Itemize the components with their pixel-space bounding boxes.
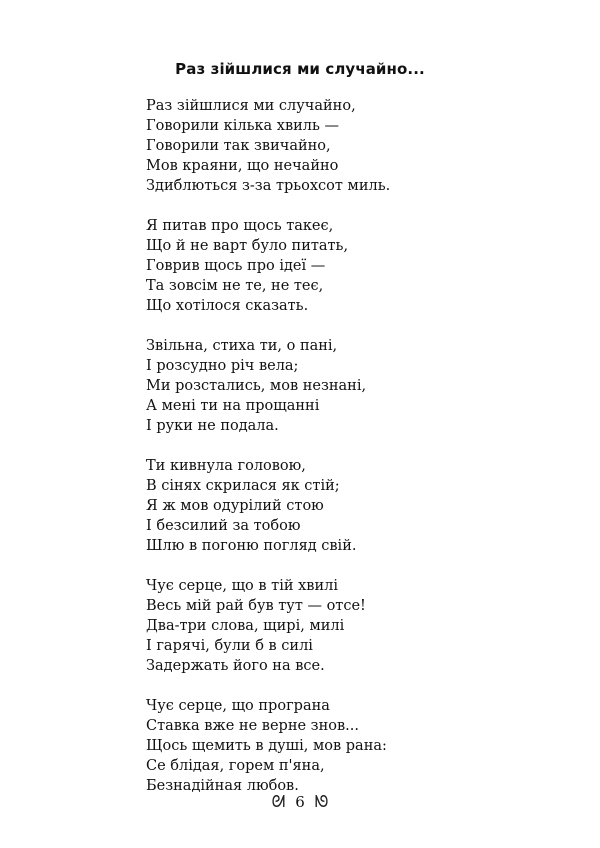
- poem-line: І розсудно річ вела;: [146, 358, 299, 374]
- poem-line: Чує серце, що програна: [146, 698, 330, 714]
- stanza-4: [146, 456, 506, 556]
- ornament-left-icon: ᘛ: [271, 792, 286, 811]
- poem-line: Здиблються з-за трьохсот миль.: [146, 178, 391, 194]
- poem-line: Та зовсім не те, не теє,: [146, 278, 324, 294]
- poem-line: Ми розстались, мов незнані,: [146, 378, 367, 394]
- poem-body: [146, 96, 506, 816]
- poem-line: І безсилий за тобою: [146, 518, 301, 534]
- poem-line: Що хотілося сказать.: [146, 298, 309, 314]
- poem-line: Ти кивнула головою,: [146, 458, 306, 474]
- poem-line: Два-три слова, щирі, милі: [146, 618, 345, 634]
- poem-line: Ставка вже не верне знов...: [146, 718, 359, 734]
- poem-line: Мов краяни, що нечайно: [146, 158, 339, 174]
- poem-line: І руки не подала.: [146, 418, 279, 434]
- poem-line: Говрив щось про ідеї —: [146, 258, 326, 274]
- ornament-right-icon: ᘚ: [314, 792, 329, 811]
- stanza-5: [146, 576, 506, 676]
- poem-line: Се блідая, горем п'яна,: [146, 758, 325, 774]
- stanza-2: [146, 216, 506, 316]
- page-footer: [0, 792, 600, 812]
- poem-line: Безнадійная любов.: [146, 778, 299, 794]
- poem-line: Я ж мов одурілий стою: [146, 498, 324, 514]
- stanza-6: [146, 696, 506, 796]
- poem-line: Весь мій рай був тут — отсе!: [146, 598, 366, 614]
- poem-line: Звільна, стиха ти, о пані,: [146, 338, 338, 354]
- poem-line: Говорили так звичайно,: [146, 138, 331, 154]
- poem-line: Задержать його на все.: [146, 658, 325, 674]
- page-number: 6: [295, 793, 305, 811]
- poem-line: В сінях скрилася як стій;: [146, 478, 340, 494]
- stanza-3: [146, 336, 506, 436]
- poem-title: Раз зійшлися ми случайно...: [175, 60, 425, 78]
- poem-line: Щось щемить в душі, мов рана:: [146, 738, 387, 754]
- poem-line: А мені ти на прощанні: [146, 398, 320, 414]
- poem-line: Я питав про щось такеє,: [146, 218, 334, 234]
- poem-line: Раз зійшлися ми случайно,: [146, 98, 356, 114]
- poem-line: Чує серце, що в тій хвилі: [146, 578, 338, 594]
- stanza-1: [146, 96, 506, 196]
- poem-line: І гарячі, були б в силі: [146, 638, 313, 654]
- poem-line: Шлю в погоню погляд свій.: [146, 538, 357, 554]
- poem-line: Що й не варт було питать,: [146, 238, 349, 254]
- poem-line: Говорили кілька хвиль —: [146, 118, 339, 134]
